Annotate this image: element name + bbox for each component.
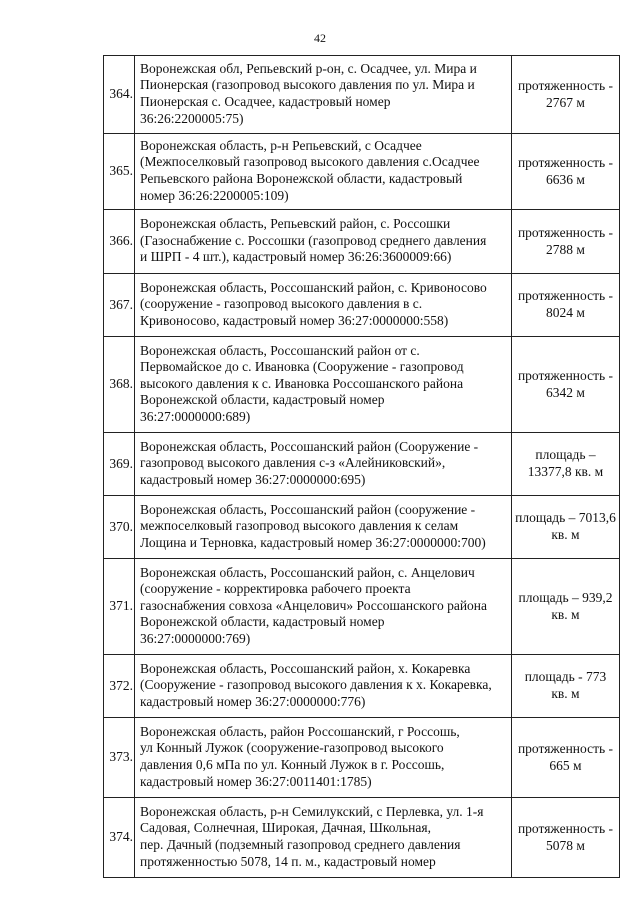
object-description: [135, 433, 512, 496]
object-description: [135, 655, 512, 718]
description-line: кадастровый номер 36:27:0011401:1785): [140, 773, 372, 789]
object-description: [135, 210, 512, 274]
description-line: ул Конный Лужок (сооружение-газопровод высокого: [140, 740, 444, 756]
table-row: [104, 655, 620, 718]
description-line: Воронежская обл, Репьевский р-он, с. Осадчее, ул. Мира и: [140, 60, 477, 76]
object-size: площадь – 13377,8 кв. м: [512, 433, 620, 496]
table-row: [104, 559, 620, 655]
row-number: 372.: [104, 655, 135, 718]
table-row: [104, 718, 620, 798]
object-description: [135, 337, 512, 433]
description-line: кадастровый номер 36:27:0000000:776): [140, 693, 366, 709]
page-number: 42: [314, 31, 326, 45]
row-number: 364.: [104, 56, 135, 134]
object-size: протяженность - 5078 м: [512, 798, 620, 878]
description-line: Воронежская область, Россошанский район (сооружение -: [140, 501, 476, 517]
description-line: Воронежская область, Россошанский район от с.: [140, 342, 420, 358]
description-line: (Межпоселковый газопровод высокого давления с.Осадчее: [140, 154, 480, 170]
description-line: Воронежская область, Россошанский район, с. Кривоносово: [140, 279, 487, 295]
description-line: 36:26:2200005:75): [140, 110, 244, 126]
row-number: 370.: [104, 496, 135, 559]
table-row: [104, 274, 620, 337]
table-row: [104, 433, 620, 496]
description-line: Воронежская область, Репьевский район, с. Россошки: [140, 216, 451, 232]
description-line: Воронежская область, район Россошанский, г Россошь,: [140, 723, 460, 739]
description-line: Воронежская область, Россошанский район, х. Кокаревка: [140, 660, 471, 676]
row-number: 371.: [104, 559, 135, 655]
description-line: и ШРП - 4 шт.), кадастровый номер 36:26:3600009:66): [140, 249, 452, 265]
table-row: [104, 496, 620, 559]
description-line: пер. Дачный (подземный газопровод среднего давления: [140, 837, 461, 852]
row-number: 366.: [104, 210, 135, 274]
object-description: [135, 496, 512, 559]
description-line: газопровод высокого давления с-з «Алейниковский»,: [140, 455, 446, 471]
table-row: [104, 210, 620, 274]
object-description: [135, 56, 512, 134]
row-number: 367.: [104, 274, 135, 337]
description-line: Пионерская с. Осадчее, кадастровый номер: [140, 94, 391, 109]
object-size: площадь - 773 кв. м: [512, 655, 620, 718]
description-line: Воронежской области, кадастровый номер: [140, 614, 385, 630]
description-line: Воронежской области, кадастровый номер: [140, 392, 385, 408]
object-description: [135, 798, 512, 878]
description-line: Кривоносово, кадастровый номер 36:27:0000000:558): [140, 312, 449, 328]
description-line: 36:27:0000000:689): [140, 408, 251, 424]
object-size: площадь – 7013,6 кв. м: [512, 496, 620, 559]
description-line: кадастровый номер 36:27:0000000:695): [140, 471, 366, 487]
object-description: [135, 134, 512, 210]
description-line: Воронежская область, р-н Семилукский, с Перлевка, ул. 1-я: [140, 803, 484, 819]
description-line: Лощина и Терновка, кадастровый номер 36:27:0000000:700): [140, 534, 486, 550]
description-line: (Газоснабжение с. Россошки (газопровод среднего давления: [140, 232, 487, 248]
object-size: площадь – 939,2 кв. м: [512, 559, 620, 655]
description-line: Репьевского района Воронежской области, кадастровый: [140, 171, 463, 186]
description-line: Воронежская область, Россошанский район (Сооружение -: [140, 438, 479, 454]
row-number: 368.: [104, 337, 135, 433]
row-number: 369.: [104, 433, 135, 496]
description-line: межпоселковый газопровод высокого давления к селам: [140, 518, 459, 534]
object-size: протяженность - 6636 м: [512, 134, 620, 210]
object-description: [135, 274, 512, 337]
object-size: протяженность - 8024 м: [512, 274, 620, 337]
description-line: Пионерская (газопровод высокого давления по ул. Мира и: [140, 77, 475, 93]
row-number: 374.: [104, 798, 135, 878]
object-size: протяженность - 2788 м: [512, 210, 620, 274]
description-line: Садовая, Солнечная, Широкая, Дачная, Школьная,: [140, 820, 431, 836]
description-line: газоснабжения совхоза «Анцелович» Россошанского района: [140, 597, 488, 613]
row-number: 365.: [104, 134, 135, 210]
description-line: высокого давления к с. Ивановка Россошанского района: [140, 375, 464, 391]
description-line: (сооружение - корректировка рабочего проекта: [140, 581, 411, 597]
table-row: [104, 56, 620, 134]
table-row: [104, 337, 620, 433]
description-line: давления 0,6 мПа по ул. Конный Лужок в г. Россошь,: [140, 757, 445, 772]
object-size: протяженность - 6342 м: [512, 337, 620, 433]
description-line: протяженностью 5078, 14 п. м., кадастровый номер: [140, 853, 436, 869]
object-size: протяженность - 665 м: [512, 718, 620, 798]
table-row: [104, 798, 620, 878]
property-registry-table: [103, 55, 620, 878]
description-line: номер 36:26:2200005:109): [140, 187, 289, 203]
description-line: Воронежская область, р-н Репьевский, с Осадчее: [140, 137, 422, 153]
object-description: [135, 559, 512, 655]
description-line: (сооружение - газопровод высокого давления в с.: [140, 296, 423, 312]
object-size: протяженность - 2767 м: [512, 56, 620, 134]
table-row: [104, 134, 620, 210]
description-line: 36:27:0000000:769): [140, 630, 251, 646]
description-line: (Сооружение - газопровод высокого давления к х. Кокаревка,: [140, 677, 492, 693]
description-line: Первомайское до с. Ивановка (Сооружение - газопровод: [140, 359, 464, 375]
row-number: 373.: [104, 718, 135, 798]
object-description: [135, 718, 512, 798]
description-line: Воронежская область, Россошанский район, с. Анцелович: [140, 564, 475, 580]
